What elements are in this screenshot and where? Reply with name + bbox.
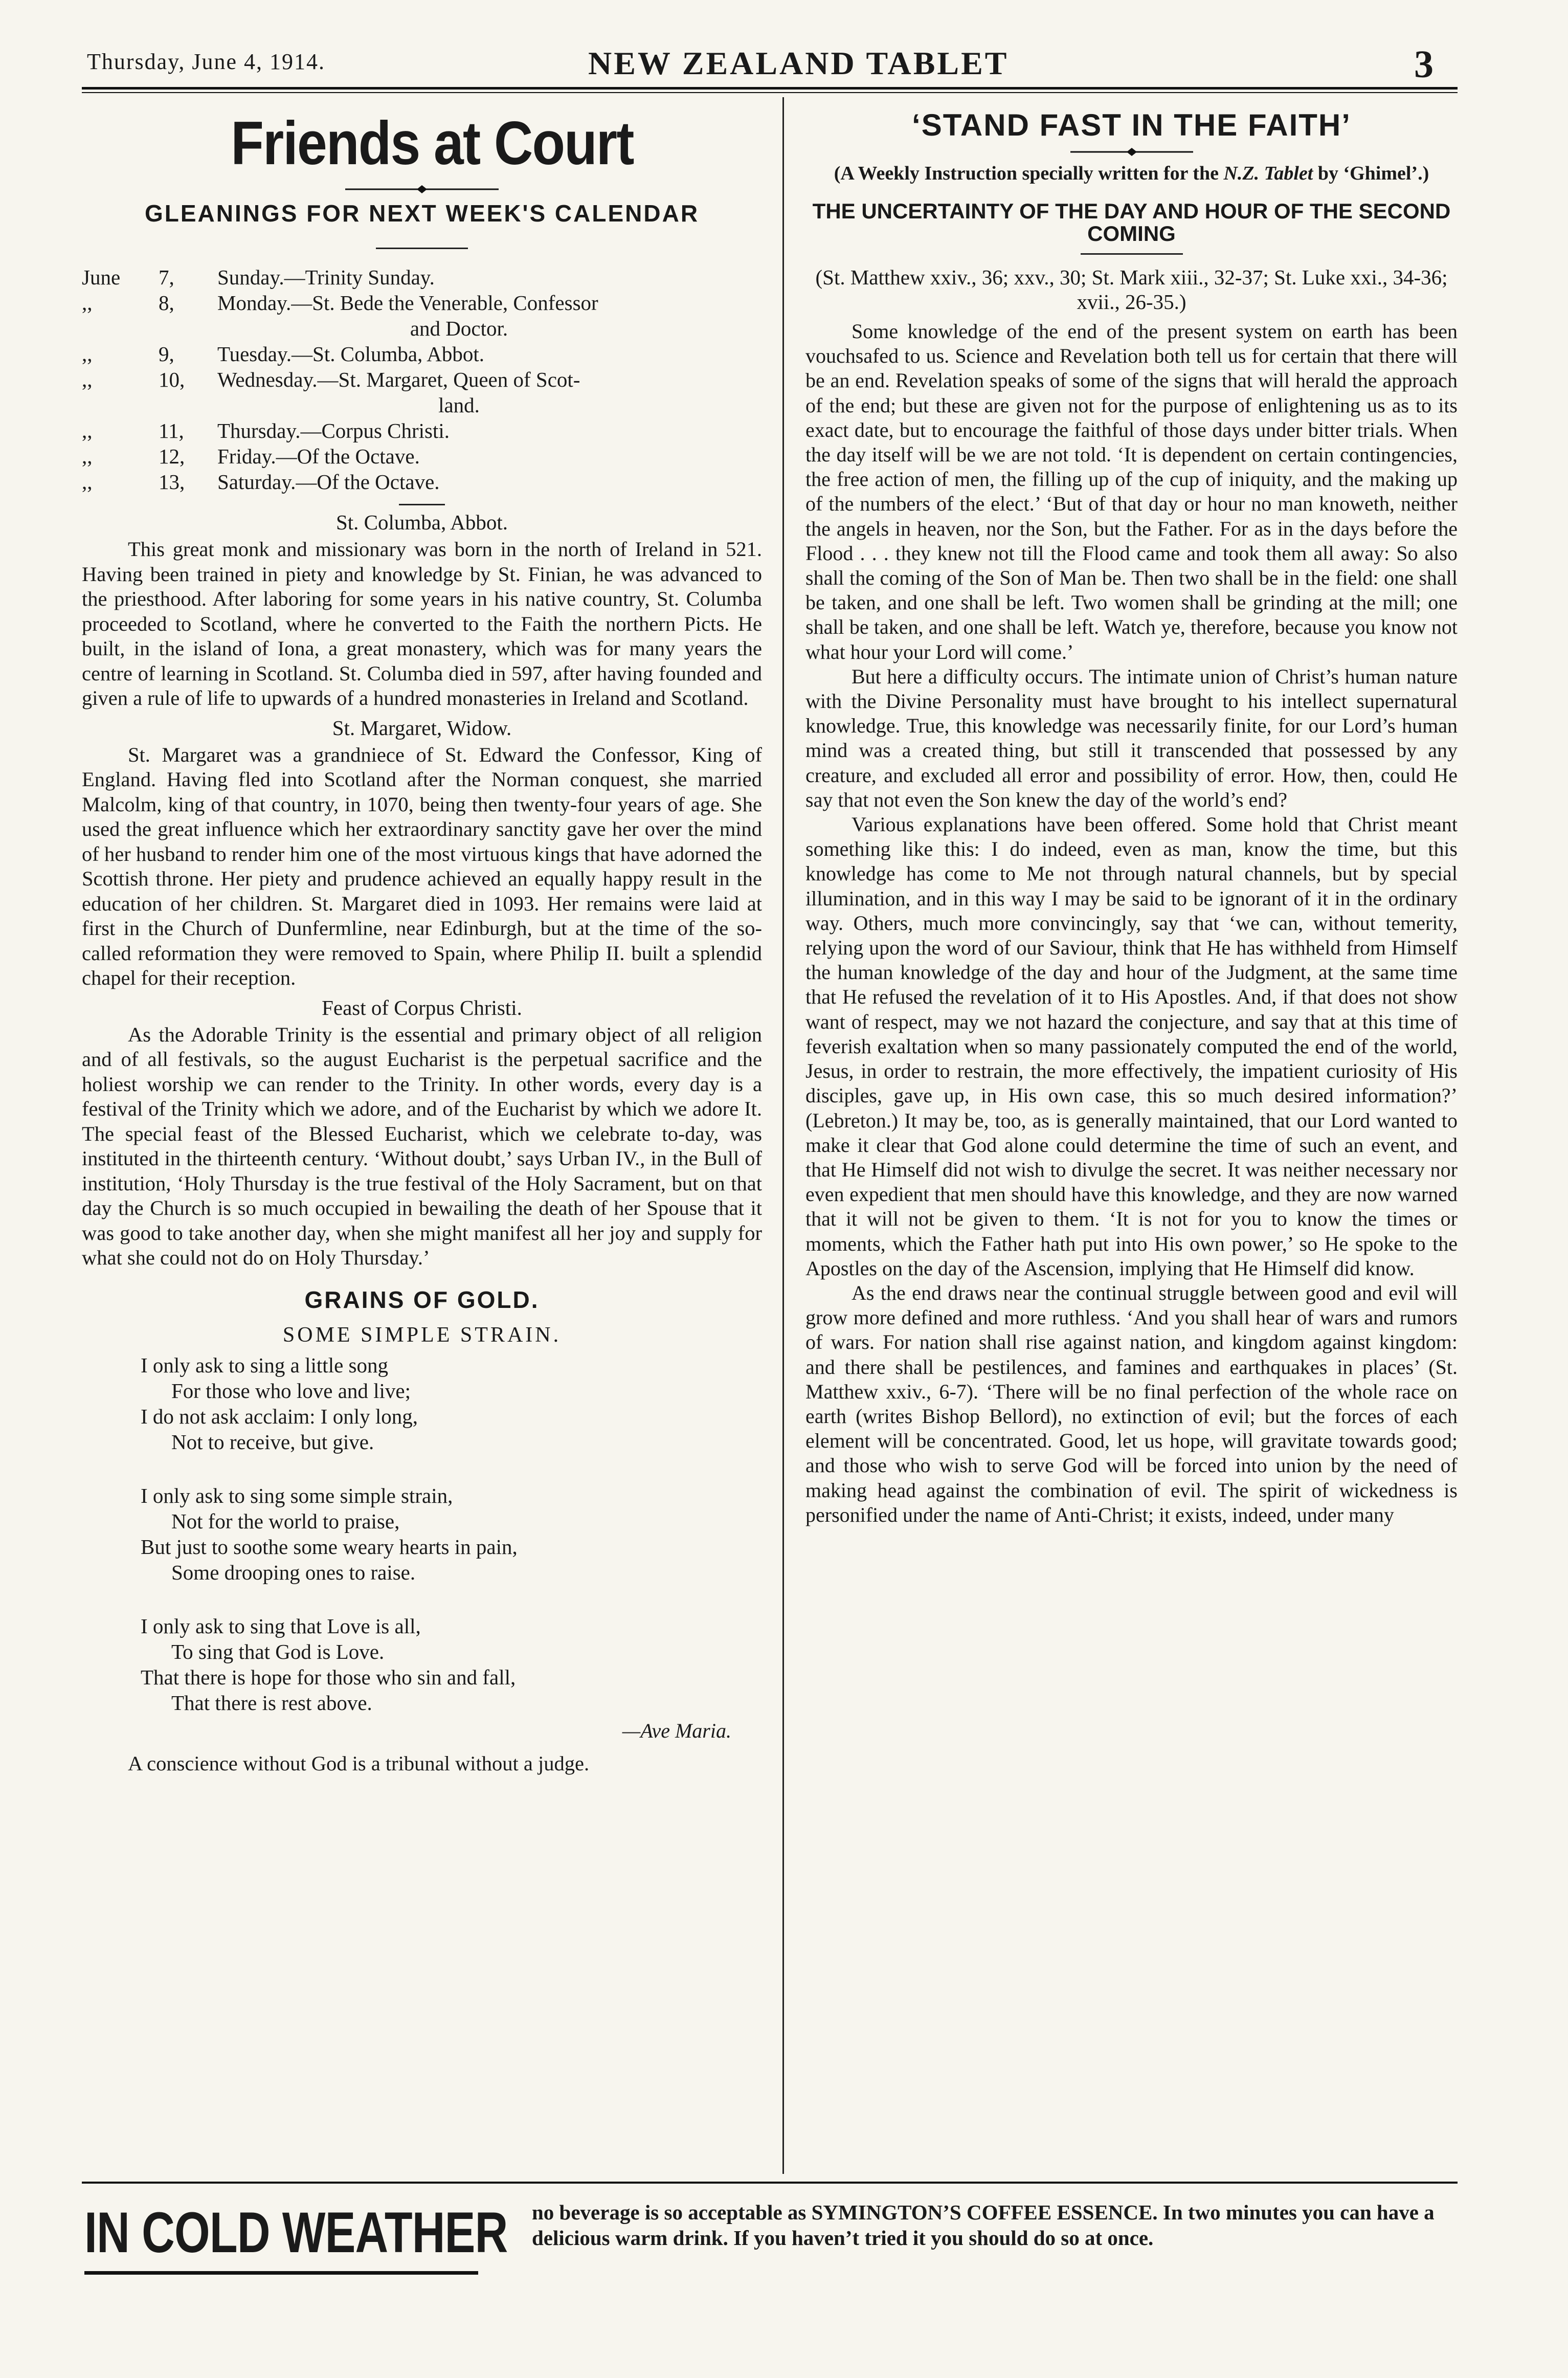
ornament-divider-icon (1070, 147, 1193, 157)
calendar-date: 9, (159, 342, 174, 366)
poem-line: I only ask to sing some simple strain, (141, 1483, 453, 1507)
calendar-event-cont: and Doctor. (410, 317, 508, 340)
poem (141, 1352, 762, 1716)
calendar-month: June (82, 265, 121, 289)
advert-brand: SYMINGTON’S COFFEE ESSENCE. (811, 2201, 1158, 2224)
columba-text: This great monk and missionary was born in the north of Ireland in 521. Having been trained in piety and knowledge by St. Finian, he was advanced to the priesthood. After laboring for some years in his native country, St. Columba proceeded to Scotland, where he converted to the Faith the northern Picts. He built, in the island of Iona, a great monastery, which was for many years the centre of learning in Scotland. St. Columba died in 597, after having founded and given a rule of life to upwards of a hundred monasteries in Ireland and Scotland. (82, 538, 762, 709)
left-column (82, 107, 762, 1776)
columba-heading: St. Columba, Abbot. (335, 510, 508, 534)
poem-line: But just to soothe some weary hearts in pain, (141, 1535, 518, 1559)
poem-line: I only ask to sing that Love is all, (141, 1614, 421, 1638)
stanza-gap (141, 1585, 762, 1613)
ornament-divider-icon (345, 184, 499, 194)
calendar-month: ,, (82, 470, 93, 494)
article-paragraph: As the end draws near the continual struggle between good and evil will grow more defined and more ruthless. ‘And you shall hear of wars and rumors of wars. For nation shall rise against nation, and kingdom against kingdom: and there shall be pestilences, and famines and earthquakes in places’ (St. Matthew xxiv., 6-7). ‘There will be no final perfection of the whole race on earth (writes Bishop Bellord), no extinction of evil; but the forces of each element will be concentrated. Good, let us hope, will gravitate towards good; and those who wish to serve God will be forced into union by the need of making head against the combination of evil. The spirit of wickedness is personified under the name of Anti-Christ; it exists, indeed, under many (805, 1281, 1458, 1526)
calendar-event-text: Saturday.—Of the Octave. (217, 470, 440, 494)
advert-text-1: no beverage is so acceptable as (532, 2201, 812, 2224)
calendar-month: ,, (82, 291, 93, 315)
calendar-event (217, 443, 762, 469)
article-heading: THE UNCERTAINTY OF THE DAY AND HOUR OF THE SECOND COMING (812, 199, 1451, 246)
stanza-gap (141, 1455, 762, 1483)
calendar-event-cont: land. (438, 393, 480, 417)
calendar-row (82, 443, 762, 469)
poem-line: That there is hope for those who sin and fall, (141, 1665, 516, 1689)
short-rule (376, 248, 468, 249)
calendar-list (82, 264, 762, 495)
poem-line: That there is rest above. (171, 1691, 372, 1715)
corpus-text: As the Adorable Trinity is the essential and primary object of all religion and of all festivals, so the august Eucharist is the perpetual sacrifice and the holiest worship we can render to the Trinity. In other words, every day is a festival of the Trinity which we adore, and of the Eucharist by which we adore It. The special feast of the Blessed Eucharist, which we celebrate to-day, was instituted in the thirteenth century. ‘Without doubt,’ says Urban IV., in the Bull of institution, ‘Holy Thursday is the true festival of the Holy Sacrament, but on that day the Church is so much occupied in bewailing the death of her Spouse that it was good to take another day, when she might manifest all her joy and supply for what she could not do on Holy Thursday.’ (82, 1023, 762, 1269)
advert-underline (84, 2271, 478, 2275)
calendar-event-text: Friday.—Of the Octave. (217, 445, 420, 468)
calendar-event-text: Thursday.—Corpus Christi. (217, 419, 450, 442)
header-rule (82, 87, 1458, 90)
poem-line: For those who love and live; (171, 1379, 411, 1403)
calendar-row (82, 418, 762, 443)
calendar-event (217, 469, 762, 495)
poem-line: Not to receive, but give. (171, 1430, 374, 1454)
calendar-event (217, 367, 762, 418)
advert-headline: IN COLD WEATHER (84, 2201, 508, 2264)
calendar-month: ,, (82, 445, 93, 468)
calendar-event-text: Sunday.—Trinity Sunday. (217, 265, 435, 289)
calendar-event (217, 341, 762, 367)
calendar-date: 12, (159, 445, 185, 468)
corpus-heading: Feast of Corpus Christi. (322, 995, 522, 1019)
calendar-row (82, 367, 762, 418)
calendar-date: 13, (159, 470, 185, 494)
calendar-month: ,, (82, 419, 93, 442)
calendar-row (82, 469, 762, 495)
scripture-references: (St. Matthew xxiv., 36; xxv., 30; St. Mark xiii., 32-37; St. Luke xxi., 34-36; xvii., 26-35.) (815, 265, 1448, 314)
subtitle-part-2: by ‘Ghimel’.) (1313, 163, 1429, 184)
advert-text (532, 2199, 1458, 2251)
column-divider (782, 97, 784, 2174)
closing-quote: A conscience without God is a tribunal without a judge. (128, 1751, 590, 1775)
article-subtitle (805, 162, 1458, 185)
calendar-row (82, 341, 762, 367)
article-paragraph: Some knowledge of the end of the present system on earth has been vouchsafed to us. Science and Revelation both tell us for certain that there will be an end. Revelation speaks of some of the signs that will herald the approach of the end; but these are given not for the purpose of enlightening us as to its exact date, but to encourage the faithful of those days under bitter trials. When the day itself will be we are not told. ‘It is dependent on certain contingencies, the free action of men, the filling up of the cup of iniquity, and the making up of the numbers of the elect.’ ‘But of that day or hour no man knoweth, neither the angels in heaven, nor the Son, but the Father. For as in the days before the Flood . . . they knew not till the Flood came and took them all away: So also shall the coming of the Son of Man be. Then two shall be in the field: one shall be taken, and one shall be left. Two women shall be grinding at the mill; one shall be taken, and one shall be left. Watch ye, therefore, because you know not what hour your Lord will come.’ (805, 320, 1458, 663)
calendar-event-text: Wednesday.—St. Margaret, Queen of Scot- (217, 368, 580, 391)
calendar-event (217, 290, 762, 341)
subtitle-italic: N.Z. Tablet (1223, 163, 1313, 184)
calendar-row (82, 264, 762, 290)
calendar-kicker: GLEANINGS FOR NEXT WEEK'S CALENDAR (144, 200, 700, 227)
short-rule (1081, 253, 1183, 255)
article-paragraph: But here a difficulty occurs. The intimate union of Christ’s human nature with the Divine Personality must have brought to his intellect supernatural knowledge. True, this knowledge was necessarily finite, for our Lord’s human mind was a created thing, but still it transcended that possessed by any creature, and excluded all error and possibility of error. How, then, could He say that not even the Son knew the day of the world’s end? (805, 664, 1458, 811)
article-body (805, 319, 1458, 1527)
advert-rule (82, 2182, 1458, 2184)
calendar-event-text: Tuesday.—St. Columba, Abbot. (217, 342, 485, 366)
calendar-month: ,, (82, 342, 93, 366)
poem-signature: —Ave Maria. (622, 1719, 731, 1742)
poem-line: Not for the world to praise, (171, 1509, 400, 1533)
right-column (805, 107, 1458, 1527)
calendar-date: 8, (159, 291, 174, 315)
margaret-text: St. Margaret was a grandniece of St. Edward the Confessor, King of England. Having fled into Scotland after the Norman conquest, she married Malcolm, king of that country, in 1070, being then twenty-four years of age. She used the great influence which her extraordinary sanctity gave her over the mind of her husband to render him one of the most virtuous kings that have adorned the Scottish throne. Her piety and prudence achieved an equally happy result in the education of her children. St. Margaret died in 1093. Her remains were laid at first in the Church of Dunfermline, near Edinburgh, but at the time of the so-called reformation they were removed to Spain, where Philip II. built a splendid chapel for their reception. (82, 743, 762, 989)
page-number: 3 (1414, 43, 1433, 86)
publication-title: NEW ZEALAND TABLET (588, 45, 1009, 81)
poem-line: To sing that God is Love. (171, 1639, 385, 1663)
short-rule (399, 504, 445, 505)
poem-title: SOME SIMPLE STRAIN. (282, 1323, 562, 1347)
poem-line: I do not ask acclaim: I only long, (141, 1404, 418, 1428)
issue-date: Thursday, June 4, 1914. (87, 49, 325, 74)
calendar-date: 7, (159, 265, 174, 289)
calendar-event (217, 418, 762, 443)
calendar-date: 10, (159, 368, 185, 391)
page-header (77, 43, 1458, 86)
subtitle-part-1: (A Weekly Instruction specially written for the (834, 163, 1224, 184)
calendar-month: ,, (82, 368, 93, 391)
article-paragraph: Various explanations have been offered. Some hold that Christ meant something like this: I do indeed, even as man, know the time, but this knowledge has come to Me not through natural channels, but by special illumination, and in this way I may be said to be ignorant of it in the ordinary way. Others, much more convincingly, say that ‘we can, without temerity, relying upon the word of our Saviour, think that He has withheld from Himself the human knowledge of the day and hour of the Judgment, at the same time that He refused the revelation of it to His Apostles. And, if that does not show want of respect, may we not hazard the conjecture, and say that at this time of feverish exaltation when so many passionately computed the end of the world, Jesus, in order to restrain, the more effectively, the impatient curiosity of His disciples, gave up, in His own case, this so much desired information?’ (Lebreton.) It may be, too, as is generally maintained, that our Lord wanted to make it clear that God alone could determine the time of such an event, and that He Himself did not wish to divulge the secret. It was neither necessary nor even expedient that men should have this knowledge, and they are now warned that it will not be given to them. ‘It is not for you to know the times or moments, which the Father hath put into His own power,’ so He spoke to the Apostles on the day of the Ascension, implying that He Himself did know. (805, 813, 1458, 1280)
header-rule-thin (82, 92, 1458, 93)
article-title: ‘STAND FAST IN THE FAITH’ (912, 108, 1351, 142)
calendar-row (82, 290, 762, 341)
calendar-date: 11, (159, 419, 184, 442)
calendar-event (217, 264, 762, 290)
calendar-event-text: Monday.—St. Bede the Venerable, Confessor (217, 291, 598, 315)
poem-line: Some drooping ones to raise. (171, 1560, 416, 1584)
poem-line: I only ask to sing a little song (141, 1353, 388, 1377)
grains-heading: GRAINS OF GOLD. (304, 1286, 540, 1313)
advert-text-2: In two minutes you can have a delicious warm drink. If you haven’t tried it you should do so at once. (532, 2201, 1435, 2250)
margaret-heading: St. Margaret, Widow. (332, 716, 512, 740)
section-title: Friends at Court (231, 109, 634, 177)
